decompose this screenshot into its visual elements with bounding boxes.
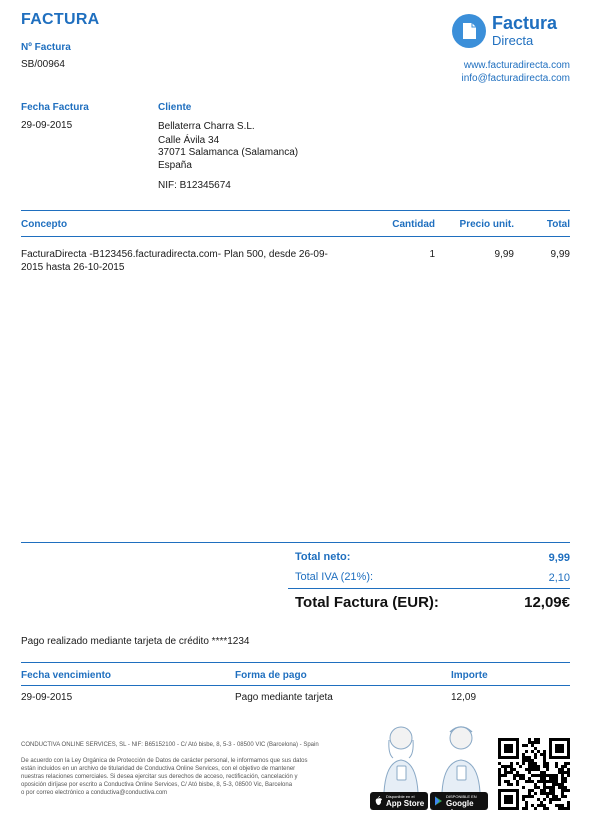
row-quantity: 1 [429,249,435,260]
due-header-rule [21,685,570,686]
table-row [21,248,570,278]
woman-phone-illustration [376,722,426,792]
legal-line-5: o por correo electrónico a conductiva@conductiva.com [21,790,168,796]
qr-code-graphic [498,738,570,810]
grand-total-value: 12,09€ [524,594,570,611]
legal-line-2: están incluidos en un archivo de titularidad de Conductiva Online Services, con el objetivo de mantener [21,766,296,772]
payment-method: Pago mediante tarjeta [235,692,333,703]
payment-method-label: Forma de pago [235,670,307,681]
column-header-concept: Concepto [21,219,68,230]
google-play-big-text: Google play [446,799,474,817]
client-street: Calle Ávila 34 [158,135,220,146]
app-store-small-text: Disponible en el [386,794,415,799]
row-unit-price: 9,99 [494,249,514,260]
legal-line-4: oposición diríjase por escrito a Conductiva Online Services, C/ Ató bisbe, 8, 5-3, 08500 Vic, Barcelona [21,782,293,788]
vat-total-value: 2,10 [548,572,570,584]
column-header-unit-price: Precio unit. [459,219,514,230]
payment-note: Pago realizado mediante tarjeta de crédito ****1234 [21,636,250,647]
invoice-number-label: Nº Factura [21,42,71,53]
logo-word-directa: Directa [492,33,534,48]
totals-top-rule [21,542,570,543]
grand-total-label: Total Factura (EUR): [295,594,439,611]
client-label: Cliente [158,102,192,113]
row-concept-line2: 2015 hasta 26-10-2015 [21,262,125,273]
apple-icon [374,796,383,806]
invoice-date: 29-09-2015 [21,120,73,131]
google-play-small-text: DISPONIBLE EN [446,794,477,799]
document-icon [452,14,486,48]
due-date-label: Fecha vencimiento [21,670,112,681]
amount-label: Importe [451,670,488,681]
column-header-quantity: Cantidad [392,219,435,230]
document-title: FACTURA [21,11,100,28]
legal-line-1: De acuerdo con la Ley Orgánica de Protección de Datos de carácter personal, le informamos que sus datos [21,758,308,764]
net-total-label: Total neto: [295,551,351,563]
invoice-number: SB/00964 [21,59,65,70]
invoice-date-label: Fecha Factura [21,102,89,113]
amount: 12,09 [451,692,477,703]
email-link[interactable]: info@facturadirecta.com [461,73,570,84]
net-total-value: 9,99 [548,552,570,564]
vat-total-label: Total IVA (21%): [295,571,374,583]
google-play-badge[interactable] [430,792,488,817]
website-link[interactable]: www.facturadirecta.com [463,60,570,71]
row-total: 9,99 [550,249,570,260]
qr-code [498,738,570,810]
app-store-badge[interactable] [370,792,428,810]
legal-line-3: nuestras relaciones comerciales. Si desea ejercitar sus derechos de acceso, rectificación, cancelación y [21,774,298,780]
client-nif: NIF: B12345674 [158,180,231,191]
client-name: Bellaterra Charra S.L. [158,121,255,132]
client-country: España [158,160,192,171]
row-concept-line1: FacturaDirecta -B123456.facturadirecta.com- Plan 500, desde 26-09- [21,249,328,260]
column-header-total: Total [546,219,570,230]
man-phone-illustration [434,718,488,792]
app-store-big-text: App Store [386,799,425,808]
google-play-icon [434,796,443,806]
due-date: 29-09-2015 [21,692,73,703]
table-header-rule [21,236,570,237]
client-city: 37071 Salamanca (Salamanca) [158,147,299,158]
table-top-rule [21,210,570,211]
logo-word-factura: Factura [492,13,558,33]
facturadirecta-logo [452,11,577,51]
company-line: CONDUCTIVA ONLINE SERVICES, SL - NIF: B65152100 - C/ Ató bisbe, 8, 5-3 - 08500 VIC (Barcelona) - Spain [21,742,319,748]
due-top-rule [21,662,570,663]
totals-mid-rule [288,588,570,589]
